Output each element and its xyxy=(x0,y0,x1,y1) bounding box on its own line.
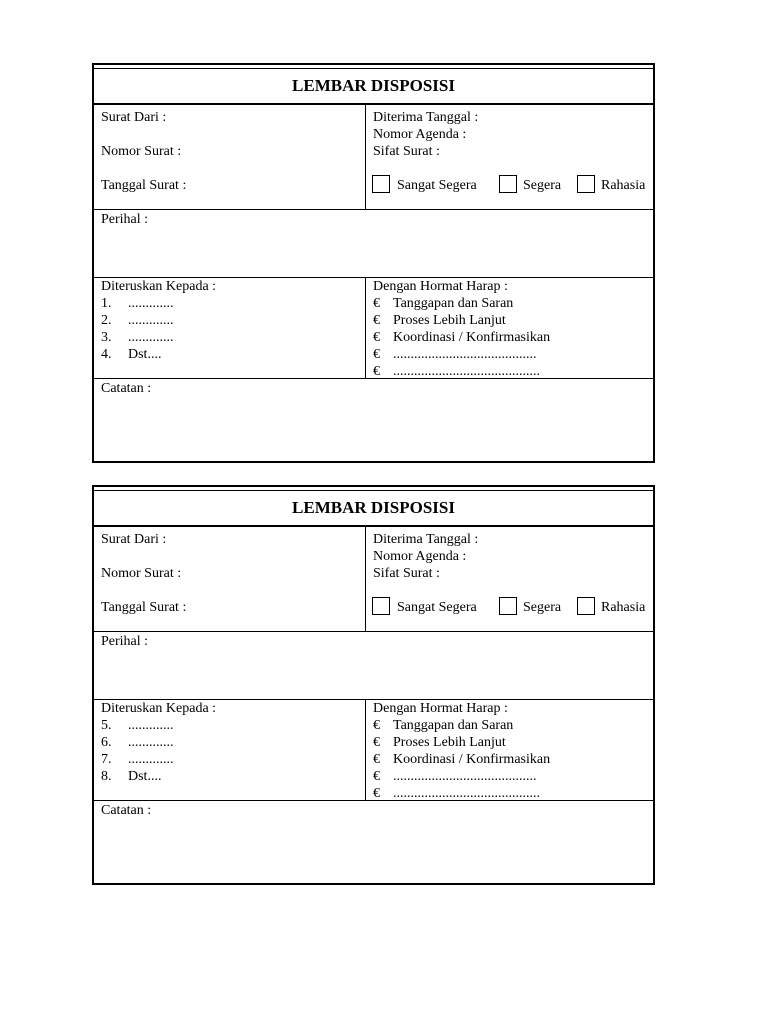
checkbox-rahasia[interactable] xyxy=(577,597,595,615)
option-sangat-segera-label: Sangat Segera xyxy=(397,178,477,193)
list-item: 8. Dst.... xyxy=(101,769,162,784)
sifat-surat-label: Sifat Surat : xyxy=(373,566,440,581)
option-sangat-segera-label: Sangat Segera xyxy=(397,600,477,615)
harap-item: € Tanggapan dan Saran xyxy=(373,718,514,733)
perihal-label: Perihal : xyxy=(101,634,149,649)
disposition-form-1 xyxy=(92,63,655,463)
euro-bullet-icon: € xyxy=(373,296,380,311)
harap-item: € ......................................... xyxy=(373,347,537,362)
catatan-label: Catatan : xyxy=(101,381,152,396)
option-rahasia-label: Rahasia xyxy=(601,600,646,615)
list-item: 3. ............. xyxy=(101,330,174,345)
divider-perihal xyxy=(94,209,653,210)
form-title: LEMBAR DISPOSISI xyxy=(94,487,653,527)
tanggal-surat-label: Tanggal Surat : xyxy=(101,600,187,615)
surat-dari-label: Surat Dari : xyxy=(101,110,167,125)
nomor-surat-label: Nomor Surat : xyxy=(101,144,182,159)
divider-perihal xyxy=(94,631,653,632)
perihal-label: Perihal : xyxy=(101,212,149,227)
nomor-agenda-label: Nomor Agenda : xyxy=(373,127,467,142)
checkbox-rahasia[interactable] xyxy=(577,175,595,193)
list-item: 2. ............. xyxy=(101,313,174,328)
list-item: 4. Dst.... xyxy=(101,347,162,362)
diterima-tanggal-label: Diterima Tanggal : xyxy=(373,110,479,125)
checkbox-sangat-segera[interactable] xyxy=(372,597,390,615)
harap-item: € .......................................... xyxy=(373,364,540,379)
checkbox-segera[interactable] xyxy=(499,175,517,193)
option-rahasia-label: Rahasia xyxy=(601,178,646,193)
diterima-tanggal-label: Diterima Tanggal : xyxy=(373,532,479,547)
nomor-agenda-label: Nomor Agenda : xyxy=(373,549,467,564)
euro-bullet-icon: € xyxy=(373,330,380,345)
disposition-form-2 xyxy=(92,485,655,885)
sifat-surat-label: Sifat Surat : xyxy=(373,144,440,159)
harap-item: € Proses Lebih Lanjut xyxy=(373,735,506,750)
catatan-label: Catatan : xyxy=(101,803,152,818)
list-item: 6. ............. xyxy=(101,735,174,750)
harap-item: € Proses Lebih Lanjut xyxy=(373,313,506,328)
euro-bullet-icon: € xyxy=(373,347,380,362)
harap-item: € .......................................... xyxy=(373,786,540,801)
harap-item: € ......................................... xyxy=(373,769,537,784)
euro-bullet-icon: € xyxy=(373,364,380,379)
column-divider-top xyxy=(365,527,366,631)
list-item: 5. ............. xyxy=(101,718,174,733)
column-divider-middle xyxy=(365,699,366,800)
nomor-surat-label: Nomor Surat : xyxy=(101,566,182,581)
euro-bullet-icon: € xyxy=(373,769,380,784)
list-item: 1. ............. xyxy=(101,296,174,311)
checkbox-sangat-segera[interactable] xyxy=(372,175,390,193)
column-divider-top xyxy=(365,105,366,209)
option-segera-label: Segera xyxy=(523,178,562,193)
diteruskan-kepada-label: Diteruskan Kepada : xyxy=(101,701,217,716)
euro-bullet-icon: € xyxy=(373,718,380,733)
tanggal-surat-label: Tanggal Surat : xyxy=(101,178,187,193)
harap-item: € Koordinasi / Konfirmasikan xyxy=(373,330,551,345)
dengan-hormat-harap-label: Dengan Hormat Harap : xyxy=(373,279,508,294)
dengan-hormat-harap-label: Dengan Hormat Harap : xyxy=(373,701,508,716)
diteruskan-kepada-label: Diteruskan Kepada : xyxy=(101,279,217,294)
harap-item: € Koordinasi / Konfirmasikan xyxy=(373,752,551,767)
column-divider-middle xyxy=(365,277,366,378)
form-title: LEMBAR DISPOSISI xyxy=(94,65,653,105)
list-item: 7. ............. xyxy=(101,752,174,767)
surat-dari-label: Surat Dari : xyxy=(101,532,167,547)
euro-bullet-icon: € xyxy=(373,752,380,767)
option-segera-label: Segera xyxy=(523,600,562,615)
euro-bullet-icon: € xyxy=(373,313,380,328)
euro-bullet-icon: € xyxy=(373,786,380,801)
euro-bullet-icon: € xyxy=(373,735,380,750)
checkbox-segera[interactable] xyxy=(499,597,517,615)
harap-item: € Tanggapan dan Saran xyxy=(373,296,514,311)
